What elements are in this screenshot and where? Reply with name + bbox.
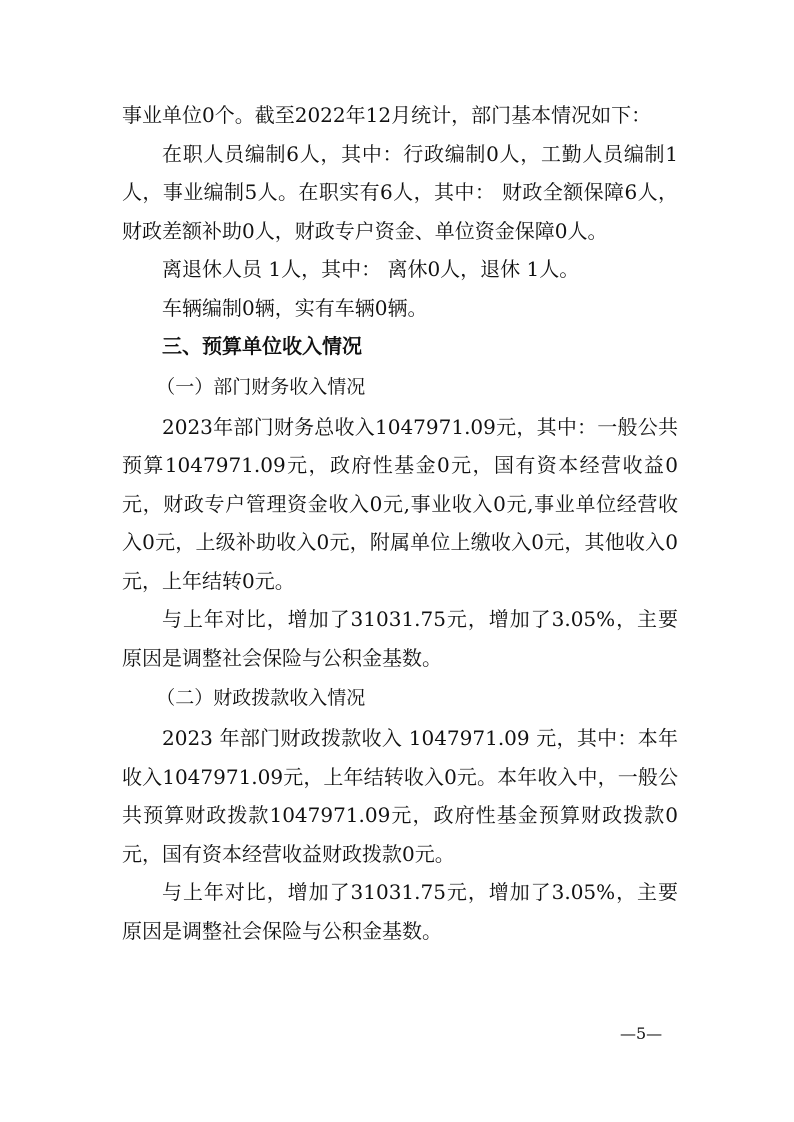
- paragraph-staff-quota: 在职人员编制6人，其中：行政编制0人，工勤人员编制1人，事业编制5人。在职实有6人，其中： 财政全额保障6人，财政差额补助0人，财政专户资金、单位资金保障0人。: [122, 141, 678, 243]
- paragraph-retired-staff: 离退休人员 1人，其中： 离休0人，退休 1人。: [162, 257, 580, 281]
- subsection-heading-financial-income: （一）部门财务收入情况: [156, 375, 366, 398]
- page-number: —5—: [620, 1024, 663, 1043]
- paragraph-vehicles: 车辆编制0辆，实有车辆0辆。: [162, 295, 428, 320]
- paragraph-unit-count: 事业单位0个。截至2022年12月统计，部门基本情况如下：: [122, 103, 652, 127]
- body-text: [122, 96, 678, 950]
- paragraph-financial-income: 2023年部门财务总收入1047971.09元，其中：一般公共预算1047971.09元，政府性基金0元，国有资本经营收益0元，财政专户管理资金收入0元,事业收入0元,事业单位经营收入0元，上级补助收入0元，附属单位上缴收入0元，其他收入0元，上年结转0元。: [122, 414, 678, 593]
- paragraph-appropriation-income: 2023 年部门财政拨款收入 1047971.09 元，其中：本年收入1047971.09元，上年结转收入0元。本年收入中，一般公共预算财政拨款1047971.09元，政府性基金预算财政拨款0元，国有资本经营收益财政拨款0元。: [122, 726, 678, 866]
- section-heading-income: 三、预算单位收入情况: [162, 334, 362, 358]
- subsection-heading-appropriation-income: （二）财政拨款收入情况: [156, 687, 366, 709]
- paragraph-financial-income-comparison: 与上年对比，增加了31031.75元，增加了3.05%，主要原因是调整社会保险与公积金基数。: [122, 607, 678, 670]
- paragraph-appropriation-comparison: 与上年对比，增加了31031.75元，增加了3.05%，主要原因是调整社会保险与公积金基数。: [122, 880, 678, 943]
